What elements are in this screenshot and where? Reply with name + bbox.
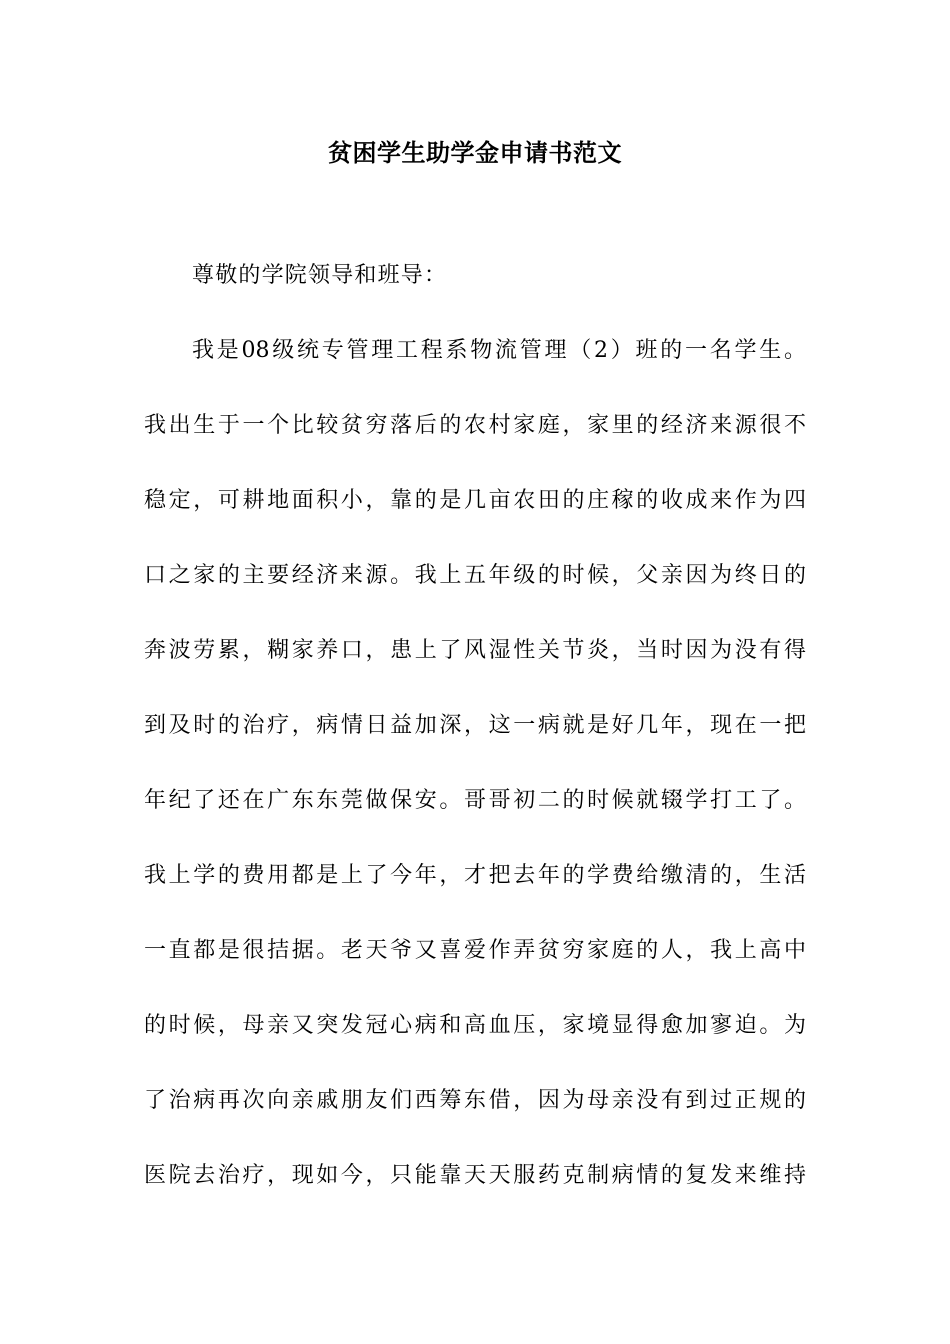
paragraph-line: 我上学的费用都是上了今年，才把去年的学费给缴清的，生活 (144, 863, 806, 888)
paragraph-line: 我出生于一个比较贫穷落后的农村家庭，家里的经济来源很不 (144, 413, 806, 438)
paragraph-line: 了治病再次向亲戚朋友们西筹东借，因为母亲没有到过正规的 (144, 1088, 806, 1113)
paragraph-line: 一直都是很拮据。老天爷又喜爱作弄贫穷家庭的人，我上高中 (144, 938, 806, 963)
paragraph-line: 口之家的主要经济来源。我上五年级的时候，父亲因为终日的 (144, 563, 806, 588)
paragraph-line: 年纪了还在广东东莞做保安。哥哥初二的时候就辍学打工了。 (144, 788, 806, 813)
paragraph-line: 到及时的治疗，病情日益加深，这一病就是好几年，现在一把 (144, 713, 806, 738)
paragraph-line: 稳定，可耕地面积小，靠的是几亩农田的庄稼的收成来作为四 (144, 488, 806, 513)
paragraph-line: 奔波劳累，糊家养口，患上了风湿性关节炎，当时因为没有得 (144, 638, 806, 663)
document-title: 贫困学生助学金申请书范文 (328, 138, 622, 167)
salutation: 尊敬的学院领导和班导： (192, 263, 448, 288)
paragraph-line: 我是08级统专管理工程系物流管理（2）班的一名学生。 (192, 338, 806, 363)
paragraph-line: 医院去治疗，现如今，只能靠天天服药克制病情的复发来维持 (144, 1163, 806, 1188)
paragraph-line: 的时候，母亲又突发冠心病和高血压，家境显得愈加寥迫。为 (144, 1013, 806, 1038)
